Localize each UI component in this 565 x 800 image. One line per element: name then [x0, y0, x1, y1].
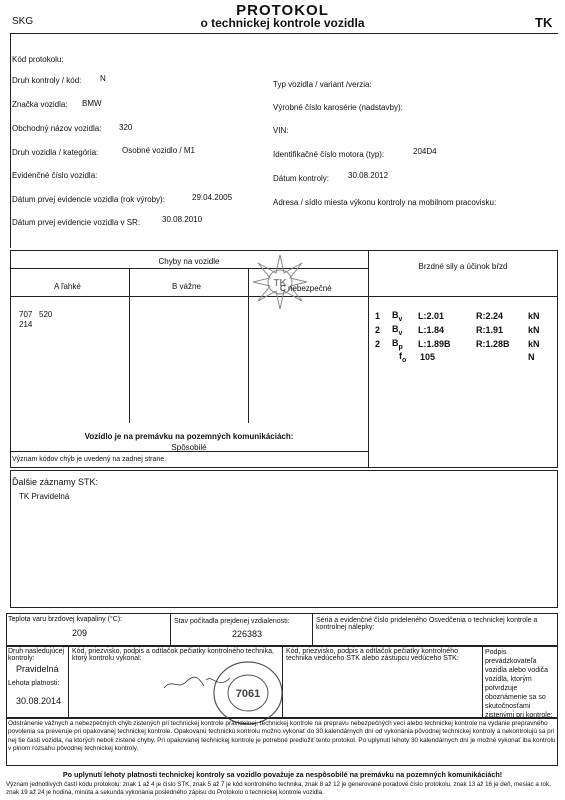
kod-protokolu-label: Kód protokolu: [12, 55, 64, 64]
druh-vozidla-value: Osobné vozidlo / M1 [122, 146, 195, 155]
verdict-label: Vozidlo je na premávku na pozemných komunikáciách: [84, 432, 294, 441]
podpis-label: Podpis prevádzkovateľa vozidla alebo vodiča vozidla, ktorým potvrdzuje oboznámenie sa so skutočnosťami zistenými pri kontrole: [485, 649, 553, 719]
defect-codes-line-2: 214 [19, 320, 33, 329]
brake-row-3-left: L:1.89B [418, 339, 451, 349]
id-motora-label: Identifikačné číslo motora (typ): [273, 150, 385, 159]
typ-vozidla-label: Typ vozidla / variant /verzia: [273, 80, 372, 89]
datum-prvej-label: Dátum prvej evidencie vozidla (rok výroby): [12, 195, 165, 204]
defects-col-a: A ľahké [54, 282, 81, 291]
footer-notice: Odstránenie vážnych a nebezpečných chýb zistených pri technickej kontrole pravidelnej, technickej kontrole na prepravu nebezpečných vecí alebo technickej kontrole na vydanie prepravného povolenia sa preveruje pri opakovanej technickej kontrole. Opakovanú technickú kontrolu možno vykonať do 30 kalendárnych dní od vykonania pôvodnej technickej kontroly a nekontrolujú sa pri nej tie časti vozidla, na ktorých neboli zistené chyby. Pri opakovanej technickej kontrole je potrebné predložiť tento protokol. Po uplynutí lehoty 30 kalendárnych dní je možné vykonať iba kontrolu v plnom rozsahu pôvodnej technickej kontroly. [8, 720, 556, 753]
brake-row-3-symbol: $B_p$ [392, 338, 403, 351]
brake-row-3-right: R:1.28B [476, 339, 510, 349]
obchodny-nazov-label: Obchodný názov vozidla: [12, 124, 102, 133]
teplota-value: 209 [72, 628, 88, 638]
lehota-value: 30.08.2014 [16, 696, 62, 706]
further-records-value: TK Pravidelná [19, 492, 70, 501]
seria-label: Séria a evidenčné číslo prideleného Osvedčenia o technickej kontrole a kontrolnej nálepky: [316, 617, 538, 631]
druh-kontroly-value: N [100, 74, 106, 83]
ev-cislo-label: Evidenčné číslo vozidla: [12, 171, 98, 180]
druh-vozidla-label: Druh vozidla / kategória: [12, 148, 99, 157]
druh-kontroly-label: Druh kontroly / kód: [12, 76, 82, 85]
brake-row-2-index: 2 [375, 325, 381, 335]
left-margin-rule [10, 33, 11, 248]
bottom-info-rule-2 [312, 613, 313, 646]
further-records-box [10, 470, 558, 608]
header-left: SKG [12, 16, 34, 27]
footer-bold-notice: Po uplynutí lehoty platnosti technickej kontroly sa vozidlo považuje za nespôsobilé na premávku na pozemných komunikáciách! [62, 770, 503, 779]
brake-row-1-symbol: $B_v$ [392, 310, 403, 323]
stamp-number: 7061 [235, 688, 261, 700]
brake-row-1-unit: kN [528, 311, 540, 321]
brake-row-1-right: R:2.24 [476, 311, 504, 321]
teplota-label: Teplota varu brzdovej kvapaliny (°C): [8, 616, 123, 623]
brake-row-4-unit: N [528, 352, 535, 362]
document-title: PROTOKOL [236, 2, 329, 19]
brake-row-1-index: 1 [375, 311, 381, 321]
footer-code-meaning: Význam jednotlivých častí kódu protokolu: znak 1 až 4 je číslo STK, znak 5 až 7 je kód kontrolného technika, znak 8 až 12 je generované poradové číslo protokolu, znak 13 až 16 je deň, mesiac a rok, znak 19 až 24 je hodina, minúta a sekunda vykonania posledného zápisu do Protokolu o technickej kontrole vozidla. [6, 781, 551, 796]
svg-text:TK: TK [273, 278, 287, 289]
datum-prvej-sr-value: 30.08.2010 [162, 215, 203, 224]
brake-row-3-unit: kN [528, 339, 540, 349]
verdict-value: Spôsobilé [171, 443, 207, 452]
brake-row-2-left: L:1.84 [418, 325, 445, 335]
adresa-label: Adresa / sídlo miesta výkonu kontroly na mobilnom pracovisku: [273, 198, 497, 207]
vin-label: VIN: [273, 126, 289, 135]
document-subtitle: o technickej kontrole vozidla [200, 16, 365, 30]
obchodny-nazov-value: 320 [119, 123, 133, 132]
brake-row-2-unit: kN [528, 325, 540, 335]
signature-rule-3 [482, 646, 483, 718]
veduci-label: Kód, priezvisko, podpis a odtlačok pečiatky kontrolného technika vedúceho STK alebo zástupcu vedúceho STK: [286, 648, 459, 662]
znacka-label: Značka vozidla: [12, 100, 68, 109]
defect-codes-line-1: 707 520 [19, 310, 53, 319]
brake-row-1-left: L:2.01 [418, 311, 445, 321]
signature-rule-1 [68, 646, 69, 718]
datum-prvej-value: 29.04.2005 [192, 193, 233, 202]
brake-row-2-symbol: $B_v$ [392, 324, 403, 337]
defects-col-b: B vážne [172, 282, 201, 291]
stav-value: 226383 [232, 629, 263, 639]
brakes-divider [368, 250, 369, 468]
brake-row-4-value: 105 [420, 352, 436, 362]
defects-note: Význam kódov chýb je uvedený na zadnej strane. [12, 456, 167, 463]
defects-col-c: C nebezpečné [280, 284, 332, 293]
header-right: TK [535, 15, 553, 30]
technician-signature [160, 668, 240, 698]
defects-title: Chyby na vozidle [158, 257, 220, 266]
defects-title-rule [10, 268, 368, 269]
further-records-title: Ďalšie záznamy STK: [12, 477, 99, 487]
id-motora-value: 204D4 [413, 147, 437, 156]
technik-label: Kód, priezvisko, podpis a odtlačok pečiatky kontrolného technika, ktorý kontrolu vykonal: [72, 648, 274, 662]
druh-nasl-value: Pravidelná [16, 664, 59, 674]
druh-nasl-label: Druh nasledujúcej kontroly: [8, 648, 65, 662]
bottom-info-rule-1 [170, 613, 171, 646]
brake-row-4-symbol: $f_o$ [399, 351, 407, 364]
vyrobne-cislo-label: Výrobné číslo karosérie (nadstavby): [273, 103, 403, 112]
brakes-title: Brzdné sily a účinok bŕzd [418, 262, 508, 271]
header-rule [10, 33, 558, 34]
znacka-value: BMW [82, 99, 102, 108]
datum-kontroly-label: Dátum kontroly: [273, 174, 330, 183]
datum-kontroly-value: 30.08.2012 [348, 171, 389, 180]
defects-col-rule-1 [129, 268, 130, 423]
brake-row-3-index: 2 [375, 339, 381, 349]
stav-label: Stav počítadla prejdenej vzdialenosti: [174, 618, 290, 625]
lehota-label: Lehota platnosti: [8, 680, 60, 687]
datum-prvej-sr-label: Dátum prvej evidencie vozidla v SR: [12, 218, 141, 227]
brake-row-2-right: R:1.91 [476, 325, 504, 335]
